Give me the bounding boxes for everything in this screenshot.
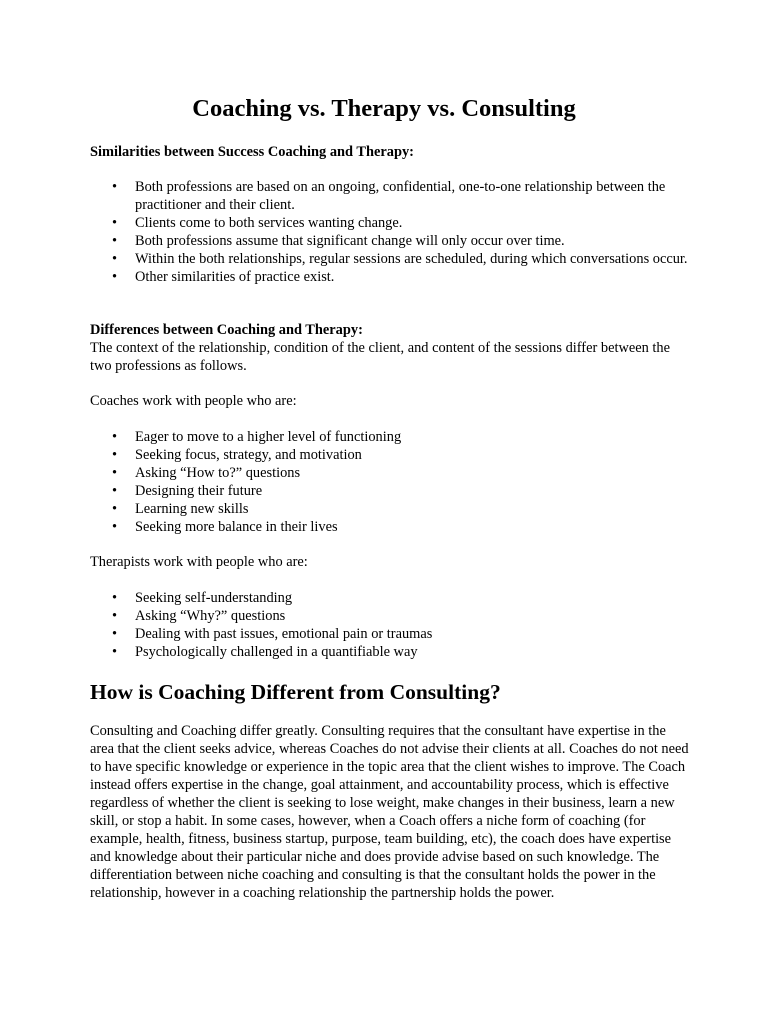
therapists-list-wrapper	[90, 589, 690, 661]
list-item-text: Learning new skills	[135, 501, 249, 517]
list-item-text: Psychologically challenged in a quantifiable way	[135, 644, 418, 660]
list-item	[90, 464, 690, 482]
list-item-text: Designing their future	[135, 483, 263, 499]
bullet-icon: •	[112, 447, 118, 463]
list-item-text: Dealing with past issues, emotional pain or traumas	[135, 626, 433, 642]
list-item-text: Both professions assume that significant change will only occur over time.	[135, 233, 565, 249]
therapists-lead: Therapists work with people who are:	[90, 554, 308, 570]
consulting-section	[90, 722, 690, 902]
consulting-body: Consulting and Coaching differ greatly. Consulting requires that the consultant have expertise in the area that the client seeks advice, whereas Coaches do not advise their clients at all. Coaches do not need to have specific knowledge or experience in the topic area that the client wishes to improve. The Coach instead offers expertise in the change, goal attainment, and accountability process, which is effective regardless of whether the client is seeking to lose weight, make changes in their business, learn a new skill, or stop a habit. In some cases, however, when a Coach offers a niche form of coaching (for example, health, fitness, business startup, purpose, team building, etc), the coach does have expertise and knowledge about their particular niche and does provide advise based on such knowledge. The differentiation between niche coaching and consulting is that the consultant holds the power in the relationship, however in a coaching relationship the partnership holds the power.	[90, 723, 689, 901]
list-item	[90, 268, 690, 286]
list-item	[90, 643, 690, 661]
list-item-text: Asking “Why?” questions	[135, 608, 286, 624]
similarities-section	[90, 143, 690, 161]
differences-section	[90, 321, 690, 375]
differences-intro: The context of the relationship, condition of the client, and content of the sessions differ between the two professions as follows.	[90, 340, 670, 374]
list-item	[90, 428, 690, 446]
similarities-list-wrapper	[90, 178, 690, 286]
bullet-icon: •	[112, 429, 118, 445]
list-item	[90, 482, 690, 500]
consulting-heading: How is Coaching Different from Consulting?	[90, 680, 501, 704]
list-item	[90, 214, 690, 232]
coaches-list	[90, 428, 690, 536]
list-item-text: Seeking focus, strategy, and motivation	[135, 447, 362, 463]
list-item	[90, 446, 690, 464]
coaches-lead-wrapper	[90, 392, 690, 410]
list-item-text: Seeking self-understanding	[135, 590, 293, 606]
bullet-icon: •	[112, 608, 118, 624]
bullet-icon: •	[112, 483, 118, 499]
list-item	[90, 250, 690, 268]
similarities-heading: Similarities between Success Coaching and Therapy:	[90, 144, 414, 160]
coaches-lead: Coaches work with people who are:	[90, 393, 297, 409]
page-title: Coaching vs. Therapy vs. Consulting	[192, 95, 576, 122]
bullet-icon: •	[112, 215, 118, 231]
list-item	[90, 518, 690, 536]
list-item-text: Both professions are based on an ongoing, confidential, one-to-one relationship between the practitioner and their client.	[135, 179, 666, 213]
list-item	[90, 589, 690, 607]
bullet-icon: •	[112, 644, 118, 660]
list-item-text: Clients come to both services wanting change.	[135, 215, 403, 231]
bullet-icon: •	[112, 251, 118, 267]
similarities-list	[90, 178, 690, 286]
list-item	[90, 607, 690, 625]
list-item	[90, 500, 690, 518]
list-item-text: Within the both relationships, regular sessions are scheduled, during which conversations occur.	[135, 251, 688, 267]
list-item-text: Asking “How to?” questions	[135, 465, 301, 481]
list-item	[90, 232, 690, 250]
bullet-icon: •	[112, 179, 118, 195]
list-item-text: Eager to move to a higher level of functioning	[135, 429, 402, 445]
bullet-icon: •	[112, 465, 118, 481]
bullet-icon: •	[112, 590, 118, 606]
differences-heading: Differences between Coaching and Therapy:	[90, 322, 363, 338]
bullet-icon: •	[112, 519, 118, 535]
bullet-icon: •	[112, 626, 118, 642]
bullet-icon: •	[112, 269, 118, 285]
therapists-list	[90, 589, 690, 661]
therapists-lead-wrapper	[90, 553, 690, 571]
list-item-text: Seeking more balance in their lives	[135, 519, 338, 535]
bullet-icon: •	[112, 501, 118, 517]
list-item	[90, 178, 690, 214]
list-item-text: Other similarities of practice exist.	[135, 269, 335, 285]
coaches-list-wrapper	[90, 428, 690, 536]
list-item	[90, 625, 690, 643]
bullet-icon: •	[112, 233, 118, 249]
